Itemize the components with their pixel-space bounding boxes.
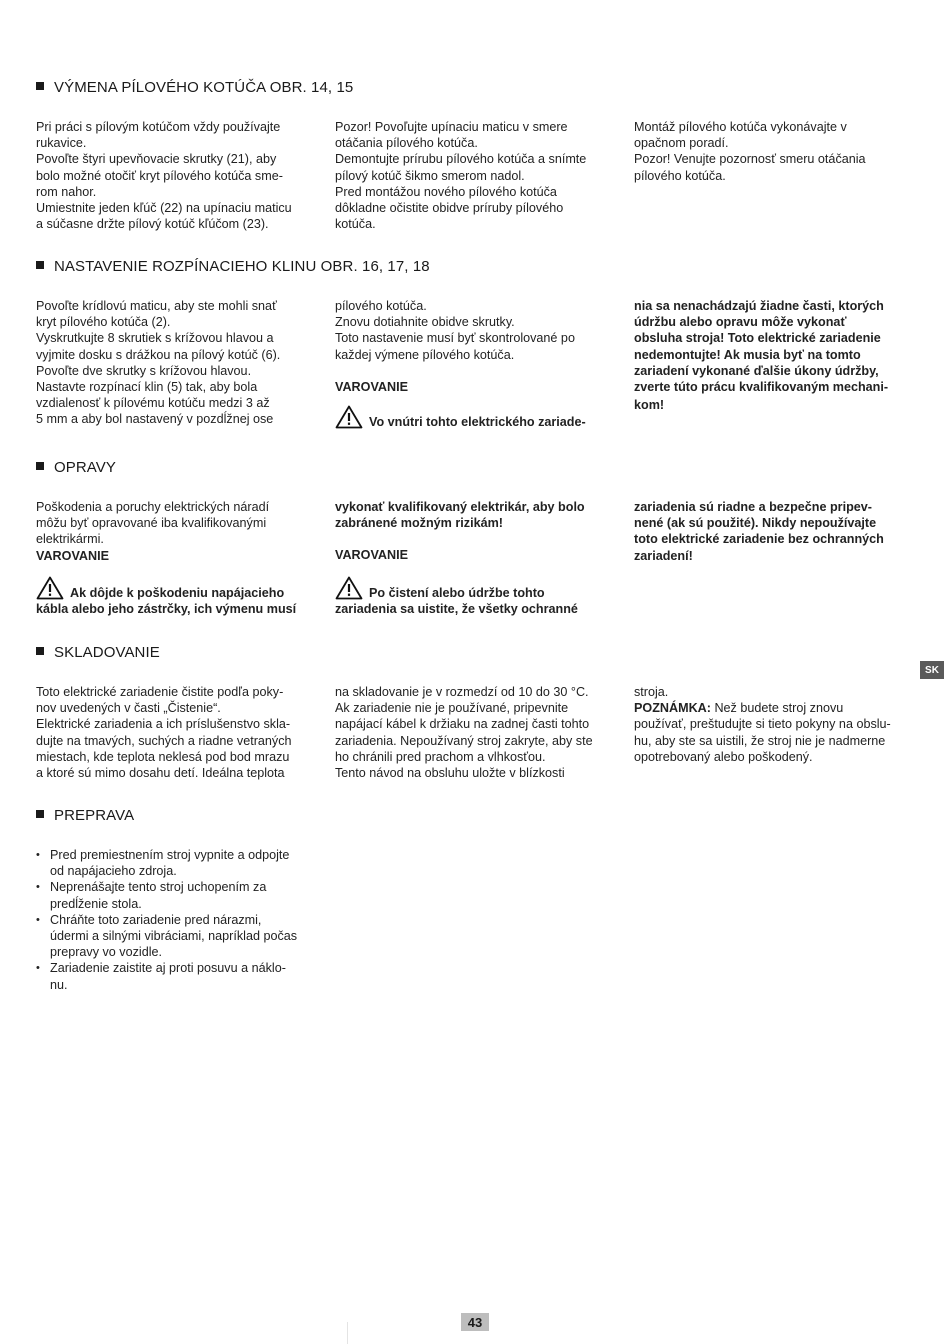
- divider: [347, 1322, 348, 1344]
- warning-row: Ak dôjde k poškodeniu napájacieho: [36, 576, 318, 601]
- warning-label: VAROVANIE: [335, 548, 409, 563]
- bullet-list: [36, 847, 326, 993]
- note-line: POZNÁMKA: Než budete stroj znovu: [634, 701, 844, 716]
- text-column: Montáž pílového kotúča vykonávajte v opačnom poradí. Pozor! Venujte pozornosť smeru otáčania pílového kotúča.: [634, 120, 866, 183]
- warning-row: Po čistení alebo údržbe tohto: [335, 576, 617, 601]
- square-bullet-icon: [36, 647, 44, 655]
- text-column: stroja. POZNÁMKA: Než budete stroj znovu používať, preštudujte si tieto pokyny na obslu- hu, aby ste sa uistili, že stroj nie je nadmerne opotrebovaný alebo poškodený.: [634, 684, 916, 765]
- text-column: vykonať kvalifikovaný elektrikár, aby bolo zabránené možným rizikám! VAROVANIE Po čistení alebo údržbe tohto zariadenia sa uistite, že všetky ochranné: [335, 499, 617, 617]
- page-number: 43: [461, 1313, 489, 1331]
- text-column: Poškodenia a poruchy elektrických náradí môžu byť opravované iba kvalifikovanými elektrikármi. VAROVANIE Ak dôjde k poškodeniu napájacieho kábla alebo jeho zástrčky, ich výmenu musí: [36, 499, 318, 617]
- language-tab: SK: [920, 661, 944, 679]
- square-bullet-icon: [36, 261, 44, 269]
- section-heading: OPRAVY: [36, 459, 116, 476]
- text-column: Pozor! Povoľujte upínaciu maticu v smere otáčania pílového kotúča. Demontujte prírubu pílového kotúča a snímte pílový kotúč šikmo smerom nadol. Pred montážou nového pílového kotúča dôkladne očistite obidve príruby pílového kotúča.: [335, 120, 587, 232]
- note-label: POZNÁMKA:: [634, 701, 711, 716]
- text-column-bold: zariadenia sú riadne a bezpečne pripev- nené (ak sú použité). Nikdy nepoužívajte toto elektrické zariadenie bez ochranných zariadení!: [634, 500, 884, 563]
- text-column: Toto elektrické zariadenie čistite podľa poky- nov uvedených v časti „Čistenie“. Elektrické zariadenia a ich príslušenstvo skla- dujte na tmavých, suchých a riadne vetraných miestach, kde teplota neklesá pod bod mrazu a ktoré sú mimo dosahu detí. Ideálna teplota: [36, 685, 292, 781]
- list-item: • Chráňte toto zariadenie pred nárazmi, údermi a silnými vibráciami, napríklad počas prepravy vo vozidle.: [36, 912, 326, 961]
- warning-triangle-icon: [36, 576, 64, 600]
- list-item: • Neprenášajte tento stroj uchopením za predĺženie stola.: [36, 879, 326, 911]
- section-heading: NASTAVENIE ROZPÍNACIEHO KLINU OBR. 16, 17, 18: [36, 258, 430, 275]
- section-heading: VÝMENA PÍLOVÉHO KOTÚČA OBR. 14, 15: [36, 79, 353, 96]
- bullet-list-column: [36, 847, 326, 993]
- text-column: pílového kotúča. Znovu dotiahnite obidve skrutky. Toto nastavenie musí byť skontrolované po každej výmene pílového kotúča. VAROVANIE Vo vnútri tohto elektrického zariade-: [335, 298, 617, 430]
- warning-triangle-icon: [335, 576, 363, 600]
- warning-label: VAROVANIE: [36, 548, 110, 563]
- section-heading: PREPRAVA: [36, 807, 134, 824]
- square-bullet-icon: [36, 82, 44, 90]
- text-column-bold: nia sa nenachádzajú žiadne časti, ktorých údržbu alebo opravu môže vykonať obsluha stroja! Toto elektrické zariadenie nedemontujte! Ak musia byť na tomto zariadení vykonané ďalšie úkony údržby, zverte túto prácu kvalifikovaným mechani- kom!: [634, 299, 889, 413]
- section-heading: SKLADOVANIE: [36, 644, 160, 661]
- warning-row: Vo vnútri tohto elektrického zariade-: [335, 405, 617, 430]
- square-bullet-icon: [36, 810, 44, 818]
- text-column: Povoľte krídlovú maticu, aby ste mohli snať kryt pílového kotúča (2). Vyskrutkujte 8 skrutiek s krížovou hlavou a vyjmite dosku s drážkou na pílový kotúč (6). Povoľte dve skrutky s krížovou hlavou. Nastavte rozpínací klin (5) tak, aby bola vzdialenosť k pílovému kotúču medzi 3 až 5 mm a aby bol nastavený v pozdĺžnej ose: [36, 299, 281, 427]
- square-bullet-icon: [36, 462, 44, 470]
- list-item: • Pred premiestnením stroj vypnite a odpojte od napájacieho zdroja.: [36, 847, 326, 879]
- text-column: na skladovanie je v rozmedzí od 10 do 30 °C. Ak zariadenie nie je používané, pripevnite napájací kábel k držiaku na zadnej časti tohto zariadenia. Nepoužívaný stroj zakryte, aby ste ho chránili pred prachom a vlhkosťou. Tento návod na obsluhu uložte v blízkosti: [335, 685, 593, 781]
- text-column: Pri práci s pílovým kotúčom vždy používajte rukavice. Povoľte štyri upevňovacie skrutky (21), aby bolo možné otočiť kryt pílového kotúča sme- rom nahor. Umiestnite jeden kľúč (22) na upínaciu maticu a súčasne držte pílový kotúč kľúčom (23).: [36, 120, 292, 232]
- warning-label: VAROVANIE: [335, 379, 409, 394]
- list-item: • Zariadenie zaistite aj proti posuvu a náklo- nu.: [36, 960, 326, 992]
- warning-triangle-icon: [335, 405, 363, 429]
